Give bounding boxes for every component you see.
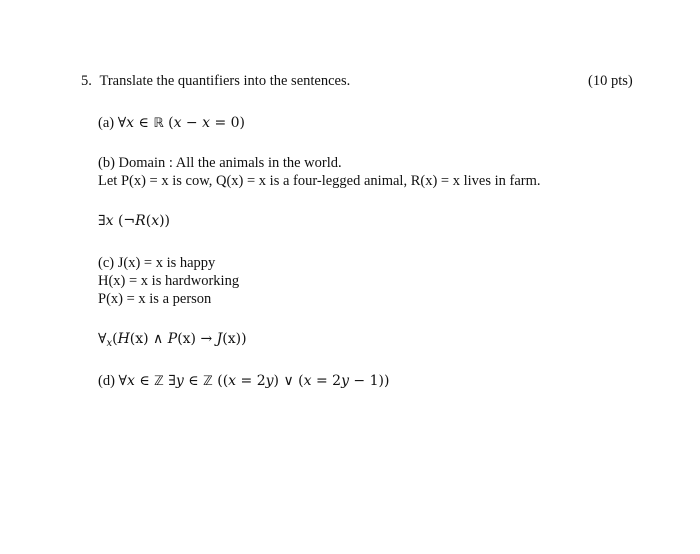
var-y-3: y [341,373,349,389]
part-c-formula [98,330,247,353]
element-of-symbol-2: ∈ [183,373,204,389]
open-paren: ( [163,115,174,131]
part-a-label: (a) [98,115,115,131]
part-a [98,114,245,133]
pred-h-arg: (x) [129,331,149,347]
var-x-3: x [303,373,312,389]
minus-one-close: − 1)) [348,373,390,389]
element-of-symbol: ∈ [134,115,154,131]
var-y: y [175,373,184,389]
question-title: Translate the quantifiers into the sentences. [99,73,351,89]
part-c-j-def: (c) J(x) = x is happy [98,255,216,271]
open-paren: ( [112,331,118,347]
question-points: (10 pts) [588,73,633,89]
exists-symbol: ∃ [163,373,176,389]
or-symbol: ) ∨ ( [273,373,304,389]
part-d [98,372,389,391]
pred-p-arg: (x) [177,331,197,347]
question-header [81,72,350,90]
minus-symbol: − [181,115,203,131]
exists-symbol: ∃ [98,213,106,229]
equals-two: = 2 [236,373,266,389]
open-parens: (( [212,373,229,389]
arg-x: x [151,213,160,229]
part-c-h-def: H(x) = x is hardworking [98,273,240,289]
equals-two-2: = 2 [311,373,342,389]
part-c-p-def: P(x) = x is a person [98,291,212,307]
var-x-2: x [228,373,237,389]
var-x-rhs: x [202,115,211,131]
pred-j-arg: (x)) [222,331,247,347]
var-x-lhs: x [173,115,182,131]
forall-subscript: x [106,338,113,349]
pred-r: R [135,213,146,229]
var-x: x [105,213,114,229]
pred-j: J [216,331,223,347]
part-d-formula [119,373,390,389]
real-numbers-symbol: ℝ [153,116,164,131]
part-d-label: (d) [98,373,115,389]
equals-zero: = 0) [210,115,246,131]
implies-symbol: → [196,331,217,347]
element-of-symbol: ∈ [134,373,155,389]
forall-symbol: ∀ [98,331,107,347]
part-b-domain: (b) Domain : All the animals in the world. [98,155,342,171]
var-y-2: y [265,373,274,389]
integers-symbol-2: ℤ [203,374,213,389]
integers-symbol: ℤ [154,374,164,389]
forall-symbol: ∀ [118,373,127,389]
not-open: (¬ [113,213,136,229]
part-b-definitions: Let P(x) = x is cow, Q(x) = x is a four-legged animal, R(x) = x lives in farm. [98,173,541,189]
forall-symbol: ∀ [117,115,127,131]
close-parens: )) [159,213,171,229]
var-x: x [126,115,135,131]
arg-open: ( [145,213,152,229]
part-a-formula [118,115,245,131]
and-symbol: ∧ [148,331,168,347]
var-x: x [127,373,135,389]
question-number: 5. [81,73,92,89]
part-b-formula [98,212,170,230]
pred-p: P [167,331,178,347]
pred-h: H [117,331,130,347]
